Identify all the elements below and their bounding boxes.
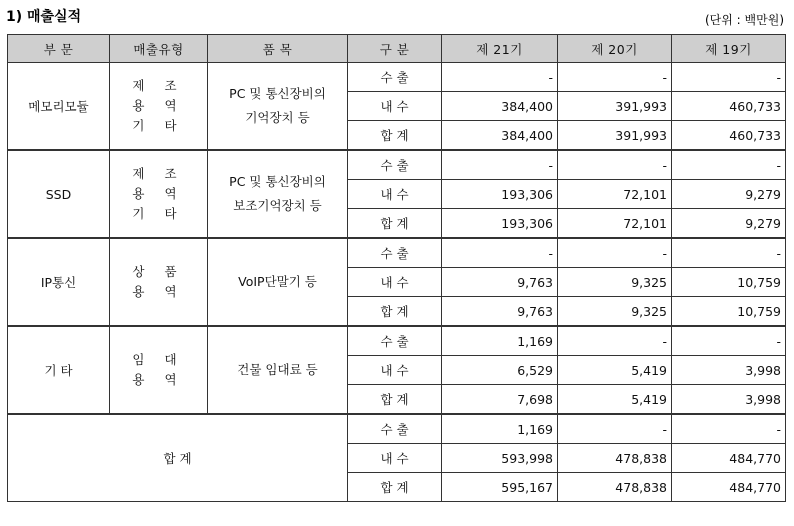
product-line: PC 및 통신장비의 bbox=[229, 174, 326, 189]
section-title: 1) 매출실적 bbox=[6, 9, 82, 25]
value-period-19: - bbox=[672, 63, 786, 92]
row-category: 내 수 bbox=[348, 444, 442, 473]
value-period-21: - bbox=[442, 150, 558, 180]
header-division: 부 문 bbox=[8, 35, 110, 63]
value-period-20: 9,325 bbox=[558, 268, 672, 297]
sales-type-item: 기타 bbox=[132, 206, 197, 221]
header-period-21: 제 21기 bbox=[442, 35, 558, 63]
product-cell bbox=[208, 326, 348, 414]
value-period-19: 3,998 bbox=[672, 385, 786, 415]
value-period-21: 193,306 bbox=[442, 180, 558, 209]
value-period-19: - bbox=[672, 150, 786, 180]
row-category: 수 출 bbox=[348, 150, 442, 180]
header-period-19: 제 19기 bbox=[672, 35, 786, 63]
value-period-20: - bbox=[558, 326, 672, 356]
product-line: PC 및 통신장비의 bbox=[229, 86, 326, 101]
product-cell bbox=[208, 238, 348, 326]
sales-type-item: 상품 bbox=[132, 264, 197, 279]
row-category: 수 출 bbox=[348, 326, 442, 356]
sales-type-cell bbox=[110, 238, 208, 326]
sales-type-cell bbox=[110, 326, 208, 414]
value-period-19: 484,770 bbox=[672, 444, 786, 473]
value-period-19: - bbox=[672, 238, 786, 268]
sales-type-item: 기타 bbox=[132, 118, 197, 133]
total-row bbox=[8, 414, 786, 444]
value-period-20: 5,419 bbox=[558, 356, 672, 385]
product-line: VoIP단말기 등 bbox=[238, 274, 317, 289]
value-period-21: 7,698 bbox=[442, 385, 558, 415]
header-product: 품 목 bbox=[208, 35, 348, 63]
sales-type-item: 용역 bbox=[132, 186, 197, 201]
row-category: 내 수 bbox=[348, 356, 442, 385]
header-category: 구 분 bbox=[348, 35, 442, 63]
header-row bbox=[8, 35, 786, 63]
value-period-20: 478,838 bbox=[558, 473, 672, 502]
row-category: 합 계 bbox=[348, 209, 442, 239]
table-row bbox=[8, 63, 786, 92]
header-sales-type: 매출유형 bbox=[110, 35, 208, 63]
table-body bbox=[8, 63, 786, 502]
product-line: 건물 임대료 등 bbox=[237, 362, 318, 377]
value-period-21: 384,400 bbox=[442, 121, 558, 151]
table-row bbox=[8, 326, 786, 356]
value-period-21: 593,998 bbox=[442, 444, 558, 473]
division-name: IP통신 bbox=[8, 238, 110, 326]
sales-type-cell bbox=[110, 63, 208, 151]
row-category: 수 출 bbox=[348, 238, 442, 268]
sales-type-item: 임대 bbox=[132, 352, 197, 367]
value-period-21: - bbox=[442, 63, 558, 92]
value-period-19: 460,733 bbox=[672, 121, 786, 151]
value-period-21: 384,400 bbox=[442, 92, 558, 121]
row-category: 합 계 bbox=[348, 121, 442, 151]
row-category: 내 수 bbox=[348, 268, 442, 297]
row-category: 내 수 bbox=[348, 180, 442, 209]
value-period-19: 10,759 bbox=[672, 268, 786, 297]
sales-type-cell bbox=[110, 150, 208, 238]
sales-type-item: 용역 bbox=[132, 372, 197, 387]
row-category: 내 수 bbox=[348, 92, 442, 121]
sales-performance-table bbox=[7, 34, 786, 502]
product-line: 기억장치 등 bbox=[245, 110, 310, 125]
value-period-21: 595,167 bbox=[442, 473, 558, 502]
unit-note: (단위 : 백만원) bbox=[705, 13, 784, 27]
division-name: SSD bbox=[8, 150, 110, 238]
value-period-20: 5,419 bbox=[558, 385, 672, 415]
value-period-21: 6,529 bbox=[442, 356, 558, 385]
division-name: 기 타 bbox=[8, 326, 110, 414]
value-period-20: 9,325 bbox=[558, 297, 672, 327]
value-period-21: 9,763 bbox=[442, 297, 558, 327]
value-period-20: - bbox=[558, 238, 672, 268]
sales-type-item: 제조 bbox=[132, 166, 197, 181]
value-period-20: 478,838 bbox=[558, 444, 672, 473]
row-category: 수 출 bbox=[348, 63, 442, 92]
row-category: 합 계 bbox=[348, 297, 442, 327]
value-period-20: 391,993 bbox=[558, 92, 672, 121]
sales-type-item: 용역 bbox=[132, 98, 197, 113]
value-period-20: 391,993 bbox=[558, 121, 672, 151]
value-period-19: 9,279 bbox=[672, 180, 786, 209]
value-period-21: 1,169 bbox=[442, 326, 558, 356]
table-row bbox=[8, 150, 786, 180]
value-period-20: - bbox=[558, 63, 672, 92]
sales-type-item: 용역 bbox=[132, 284, 197, 299]
value-period-21: - bbox=[442, 238, 558, 268]
value-period-21: 9,763 bbox=[442, 268, 558, 297]
header-period-20: 제 20기 bbox=[558, 35, 672, 63]
row-category: 수 출 bbox=[348, 414, 442, 444]
division-name: 메모리모듈 bbox=[8, 63, 110, 151]
value-period-19: 3,998 bbox=[672, 356, 786, 385]
product-cell bbox=[208, 63, 348, 151]
value-period-21: 193,306 bbox=[442, 209, 558, 239]
row-category: 합 계 bbox=[348, 473, 442, 502]
product-cell bbox=[208, 150, 348, 238]
value-period-20: - bbox=[558, 414, 672, 444]
value-period-20: 72,101 bbox=[558, 209, 672, 239]
row-category: 합 계 bbox=[348, 385, 442, 415]
sales-type-item: 제조 bbox=[132, 78, 197, 93]
value-period-19: 10,759 bbox=[672, 297, 786, 327]
value-period-19: - bbox=[672, 326, 786, 356]
value-period-19: 460,733 bbox=[672, 92, 786, 121]
product-line: 보조기억장치 등 bbox=[233, 198, 322, 213]
grand-total-label: 합 계 bbox=[8, 414, 348, 502]
value-period-19: 9,279 bbox=[672, 209, 786, 239]
value-period-20: 72,101 bbox=[558, 180, 672, 209]
table-row bbox=[8, 238, 786, 268]
value-period-19: - bbox=[672, 414, 786, 444]
value-period-19: 484,770 bbox=[672, 473, 786, 502]
value-period-21: 1,169 bbox=[442, 414, 558, 444]
value-period-20: - bbox=[558, 150, 672, 180]
